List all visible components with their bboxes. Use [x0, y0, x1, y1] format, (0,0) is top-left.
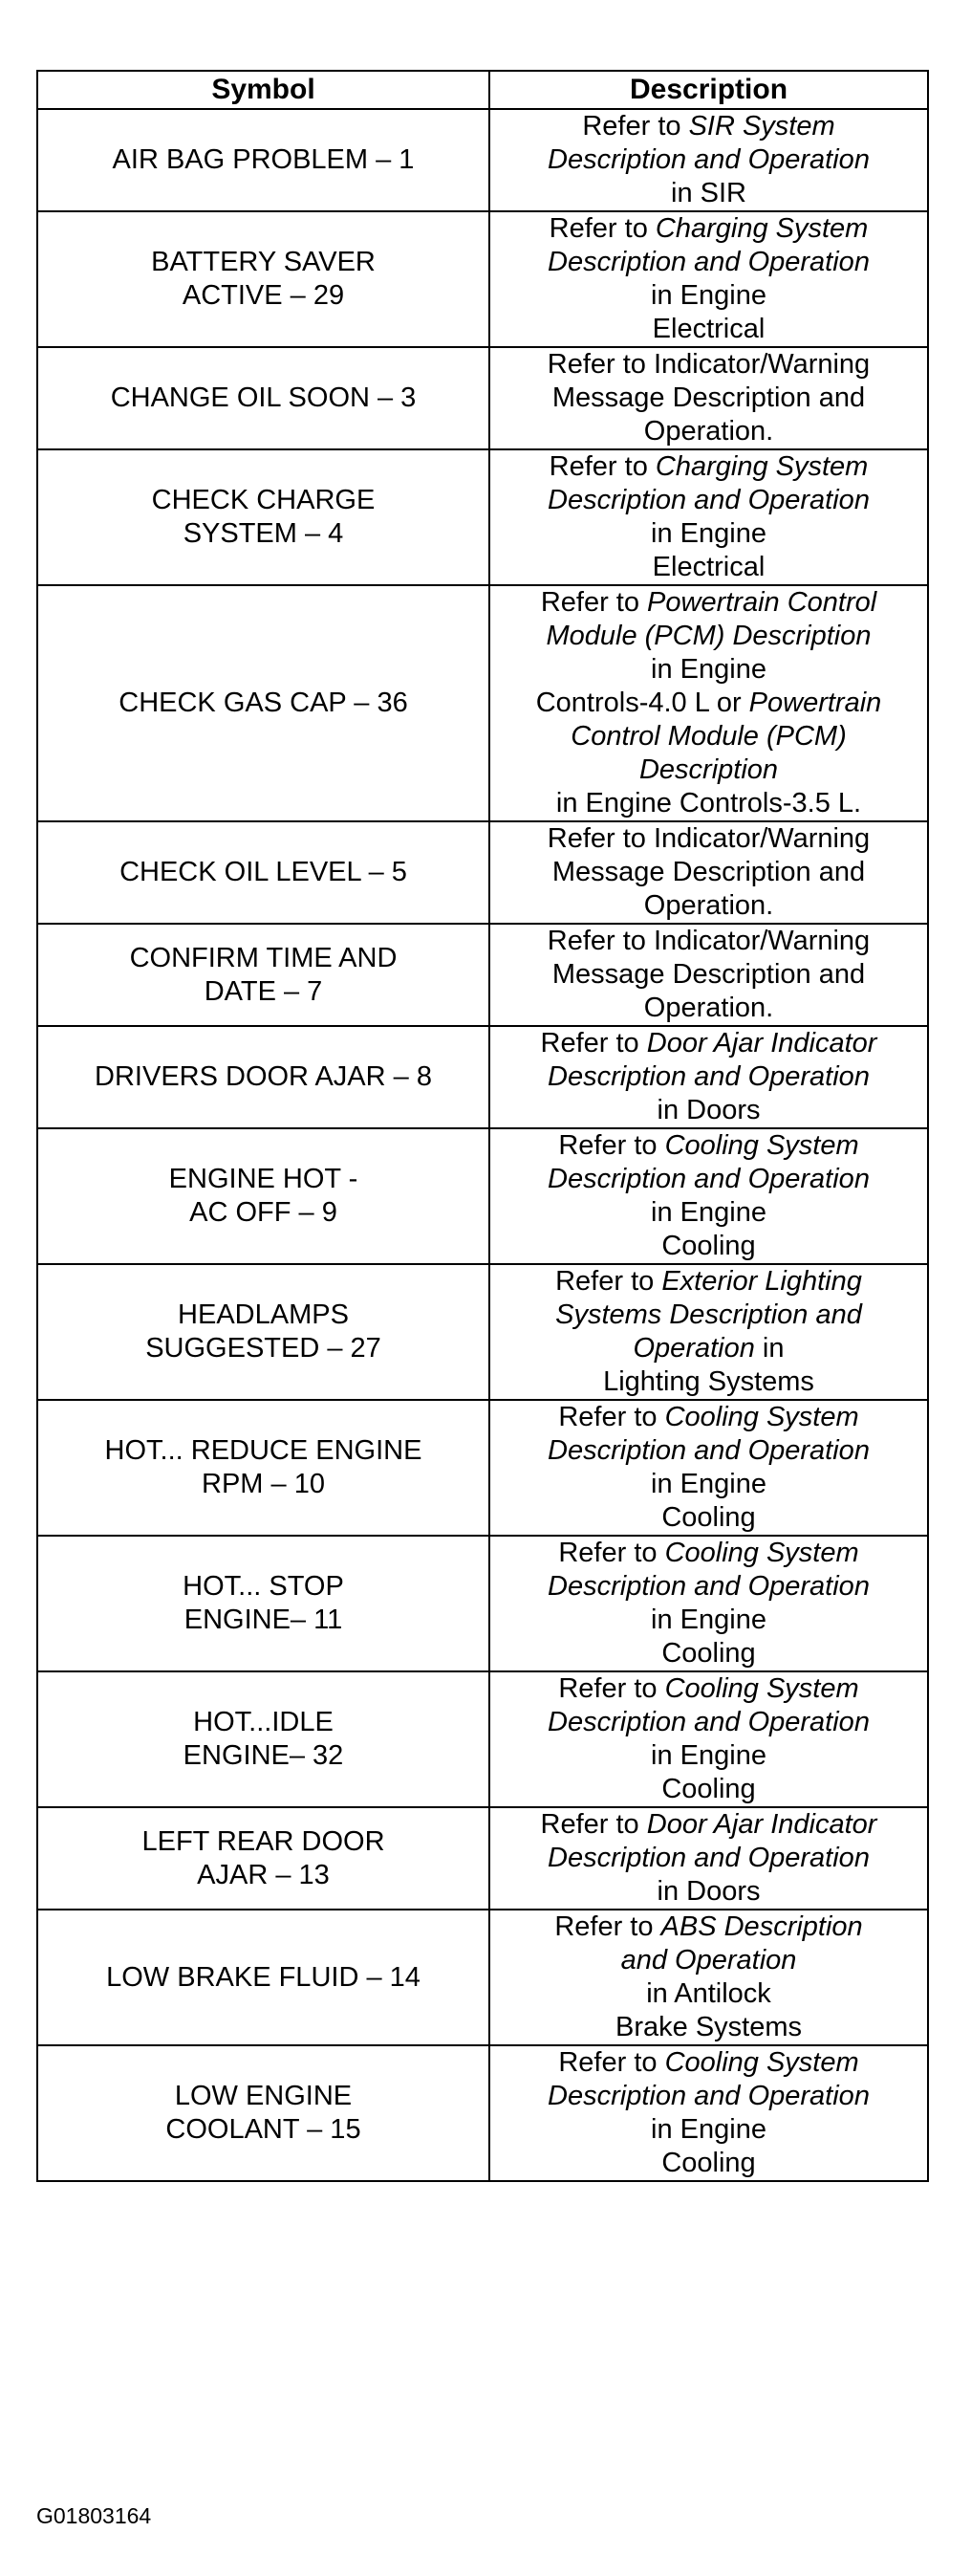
symbol-cell [37, 1671, 489, 1807]
description-text: in Doors [657, 1876, 761, 1907]
table-body [37, 109, 928, 2181]
description-cell [489, 1128, 928, 1264]
symbol-text: RPM – 10 [202, 1469, 325, 1499]
description-line [496, 1739, 921, 1773]
description-reference-text: Description and Operation [548, 247, 870, 277]
description-reference-text: Door Ajar Indicator [646, 1028, 877, 1059]
description-reference-text: SIR System [688, 111, 835, 142]
description-text: Message Description and [551, 857, 866, 887]
description-text: in Engine [651, 1197, 766, 1228]
description-line [496, 653, 921, 687]
description-line [496, 551, 921, 584]
description-line [496, 348, 921, 382]
description-line [496, 1094, 921, 1127]
description-line [496, 1773, 921, 1806]
description-reference-text: Cooling System [664, 1673, 859, 1704]
description-line [496, 177, 921, 210]
description-reference-text: Cooling System [664, 1130, 859, 1161]
description-line [496, 2147, 921, 2180]
description-line [496, 1537, 921, 1570]
description-line [496, 925, 921, 958]
symbol-text: SYSTEM – 4 [183, 518, 344, 549]
symbol-cell [37, 1910, 489, 2045]
description-text: in Engine [651, 1605, 766, 1635]
description-cell [489, 1807, 928, 1910]
description-line [496, 450, 921, 484]
symbol-text: HOT...IDLE [193, 1707, 334, 1737]
symbol-text: AIR BAG PROBLEM – 1 [112, 144, 415, 175]
description-line [496, 687, 921, 720]
description-line [496, 753, 921, 787]
symbol-text: AC OFF – 9 [189, 1197, 337, 1228]
description-text: Refer to Indicator/Warning [547, 823, 871, 854]
description-line [496, 1027, 921, 1060]
description-line [496, 1060, 921, 1094]
description-line [496, 1706, 921, 1739]
description-line [496, 1910, 921, 1944]
description-text: Cooling [661, 1502, 756, 1533]
table-row [37, 347, 928, 449]
description-cell [489, 1264, 928, 1400]
description-line [496, 720, 921, 753]
description-text: Refer to Indicator/Warning [547, 349, 871, 380]
description-cell [489, 347, 928, 449]
description-reference-text: and Operation [620, 1945, 797, 1976]
description-text: in Engine [651, 2114, 766, 2145]
description-line [496, 787, 921, 820]
description-line [496, 1808, 921, 1842]
header-row [37, 71, 928, 109]
description-line [496, 1265, 921, 1299]
description-reference-text: Operation [633, 1333, 755, 1364]
symbol-cell [37, 1128, 489, 1264]
description-text: Refer to [540, 587, 648, 618]
description-line [496, 1875, 921, 1909]
description-line [496, 586, 921, 620]
symbol-text: ENGINE HOT - [168, 1164, 358, 1194]
table-row [37, 1026, 928, 1128]
description-text: in [754, 1333, 785, 1364]
description-cell [489, 585, 928, 821]
description-line [496, 212, 921, 246]
description-line [496, 1468, 921, 1501]
description-reference-text: Module (PCM) Description [546, 621, 872, 651]
description-text: in Engine [651, 518, 766, 549]
description-reference-text: Description and Operation [548, 144, 870, 175]
description-text: Refer to [540, 1028, 647, 1059]
description-text: Refer to [558, 1402, 665, 1432]
description-reference-text: Charging System [655, 213, 869, 244]
description-text: Operation. [643, 416, 774, 447]
description-reference-text: ABS Description [660, 1911, 863, 1942]
description-text: in Engine [651, 280, 766, 311]
description-cell [489, 924, 928, 1026]
table-row [37, 1671, 928, 1807]
symbol-text: BATTERY SAVER [151, 247, 376, 277]
description-line [496, 1570, 921, 1604]
description-text: Refer to [558, 1130, 665, 1161]
description-cell [489, 2045, 928, 2181]
symbol-text: HOT... STOP [183, 1571, 344, 1602]
description-reference-text: Systems Description and [555, 1299, 862, 1330]
description-line [496, 2046, 921, 2080]
header-description: Description [489, 71, 928, 109]
description-line [496, 1501, 921, 1535]
table-row [37, 1264, 928, 1400]
description-line [496, 279, 921, 313]
description-reference-text: Description and Operation [548, 1061, 870, 1092]
description-line [496, 1230, 921, 1263]
symbol-text: HOT... REDUCE ENGINE [104, 1435, 422, 1466]
symbol-text: LOW BRAKE FLUID – 14 [106, 1961, 421, 1993]
description-reference-text: Description and Operation [548, 1707, 870, 1737]
description-line [496, 856, 921, 889]
description-line [496, 822, 921, 856]
description-text: Refer to [558, 1538, 665, 1568]
description-line [496, 2011, 921, 2044]
symbol-text: CHANGE OIL SOON – 3 [110, 382, 417, 413]
description-text: Message Description and [551, 959, 866, 990]
description-reference-text: Cooling System [664, 2047, 859, 2078]
description-text: Brake Systems [615, 2012, 802, 2042]
symbol-cell [37, 2045, 489, 2181]
table-row [37, 924, 928, 1026]
description-cell [489, 449, 928, 585]
description-line [496, 1604, 921, 1637]
table-row [37, 585, 928, 821]
description-line [496, 143, 921, 177]
description-text: Controls-4.0 L or [535, 688, 749, 718]
symbol-cell [37, 1264, 489, 1400]
description-line [496, 1977, 921, 2011]
description-cell [489, 1400, 928, 1536]
description-reference-text: Description and Operation [548, 1164, 870, 1194]
symbol-text: ENGINE– 11 [183, 1605, 343, 1635]
symbol-text: AJAR – 13 [197, 1859, 330, 1890]
description-line [496, 382, 921, 415]
description-line [496, 1401, 921, 1434]
description-reference-text: Control Module (PCM) [571, 721, 847, 752]
symbol-text: DATE – 7 [204, 975, 323, 1007]
description-line [496, 992, 921, 1025]
description-reference-text: Description [638, 754, 779, 785]
table-row [37, 211, 928, 347]
symbol-text: COOLANT – 15 [165, 2114, 361, 2145]
description-text: in Doors [657, 1095, 761, 1125]
description-line [496, 415, 921, 448]
description-line [496, 1944, 921, 1977]
description-line [496, 484, 921, 517]
symbol-cell [37, 924, 489, 1026]
symbol-cell [37, 821, 489, 924]
symbol-text: CHECK CHARGE [151, 485, 376, 515]
description-cell [489, 1536, 928, 1671]
description-reference-text: Charging System [655, 451, 869, 482]
symbol-cell [37, 1400, 489, 1536]
description-line [496, 110, 921, 143]
description-line [496, 246, 921, 279]
description-reference-text: Description and Operation [548, 1571, 870, 1602]
description-line [496, 1129, 921, 1163]
description-text: Operation. [643, 993, 774, 1023]
figure-id: G01803164 [36, 2503, 152, 2528]
table-row [37, 2045, 928, 2181]
symbol-cell [37, 1536, 489, 1671]
description-text: Refer to [555, 1266, 662, 1297]
description-text: Refer to [558, 1673, 665, 1704]
description-cell [489, 1671, 928, 1807]
symbol-cell [37, 1807, 489, 1910]
description-text: Electrical [652, 314, 766, 344]
description-line [496, 889, 921, 923]
description-text: in Engine [651, 654, 766, 685]
symbol-cell [37, 449, 489, 585]
symbol-cell [37, 585, 489, 821]
description-reference-text: Cooling System [664, 1538, 859, 1568]
symbol-text: ACTIVE – 29 [182, 280, 345, 311]
table-row [37, 109, 928, 211]
description-text: Refer to [540, 1809, 647, 1840]
description-line [496, 958, 921, 992]
description-cell [489, 821, 928, 924]
description-text: Cooling [661, 1231, 756, 1261]
description-reference-text: Door Ajar Indicator [646, 1809, 877, 1840]
description-text: in Antilock [646, 1978, 771, 2009]
description-line [496, 2113, 921, 2147]
symbol-cell [37, 347, 489, 449]
description-text: Refer to [549, 213, 656, 244]
description-text: Operation. [643, 890, 774, 921]
description-reference-text: Description and Operation [548, 485, 870, 515]
description-line [496, 517, 921, 551]
description-text: Electrical [652, 552, 766, 582]
symbol-text: CONFIRM TIME AND [129, 942, 398, 973]
symbol-text: LOW ENGINE [174, 2081, 353, 2111]
symbol-text: ENGINE– 32 [183, 1740, 344, 1771]
description-text: Refer to [558, 2047, 665, 2078]
description-text: Cooling [661, 1638, 756, 1669]
symbol-text: LEFT REAR DOOR [141, 1825, 385, 1857]
description-text: Lighting Systems [603, 1366, 814, 1397]
table-row [37, 821, 928, 924]
table-header [37, 71, 928, 109]
description-text: Cooling [661, 1774, 756, 1804]
description-reference-text: Description and Operation [548, 2081, 870, 2111]
table-row [37, 1910, 928, 2045]
description-line [496, 1332, 921, 1365]
description-line [496, 1365, 921, 1399]
symbol-cell [37, 211, 489, 347]
symbol-text: CHECK GAS CAP – 36 [119, 688, 408, 718]
description-text: Refer to [549, 451, 656, 482]
description-text: Refer to [554, 1911, 661, 1942]
description-reference-text: Powertrain Control [647, 587, 877, 618]
description-line [496, 1842, 921, 1875]
description-text: Message Description and [551, 382, 866, 413]
description-cell [489, 1026, 928, 1128]
description-reference-text: Exterior Lighting [661, 1266, 862, 1297]
description-reference-text: Description and Operation [548, 1435, 870, 1466]
description-reference-text: Description and Operation [548, 1843, 870, 1873]
description-line [496, 1299, 921, 1332]
symbol-cell [37, 109, 489, 211]
description-line [496, 620, 921, 653]
description-text: Cooling [661, 2148, 756, 2178]
description-line [496, 1196, 921, 1230]
description-line [496, 2080, 921, 2113]
description-line [496, 1672, 921, 1706]
description-cell [489, 1910, 928, 2045]
symbol-description-table-container [36, 70, 927, 2182]
description-text: in Engine [651, 1469, 766, 1499]
symbol-description-table [36, 70, 929, 2182]
description-line [496, 1637, 921, 1670]
description-text: Refer to Indicator/Warning [547, 926, 871, 956]
description-text: Refer to [582, 111, 689, 142]
description-text: in SIR [671, 178, 746, 208]
table-row [37, 1536, 928, 1671]
description-line [496, 1163, 921, 1196]
symbol-text: DRIVERS DOOR AJAR – 8 [95, 1061, 432, 1092]
description-reference-text: Cooling System [664, 1402, 859, 1432]
symbol-cell [37, 1026, 489, 1128]
table-row [37, 1128, 928, 1264]
description-text: in Engine Controls-3.5 L. [555, 788, 862, 819]
header-symbol: Symbol [37, 71, 489, 109]
description-reference-text: Powertrain [748, 688, 882, 718]
description-text: in Engine [651, 1740, 766, 1771]
symbol-text: HEADLAMPS [178, 1299, 349, 1330]
symbol-text: CHECK OIL LEVEL – 5 [119, 857, 407, 887]
symbol-text: SUGGESTED – 27 [145, 1333, 381, 1364]
table-row [37, 449, 928, 585]
description-line [496, 1434, 921, 1468]
description-cell [489, 109, 928, 211]
table-row [37, 1400, 928, 1536]
description-line [496, 313, 921, 346]
description-cell [489, 211, 928, 347]
table-row [37, 1807, 928, 1910]
